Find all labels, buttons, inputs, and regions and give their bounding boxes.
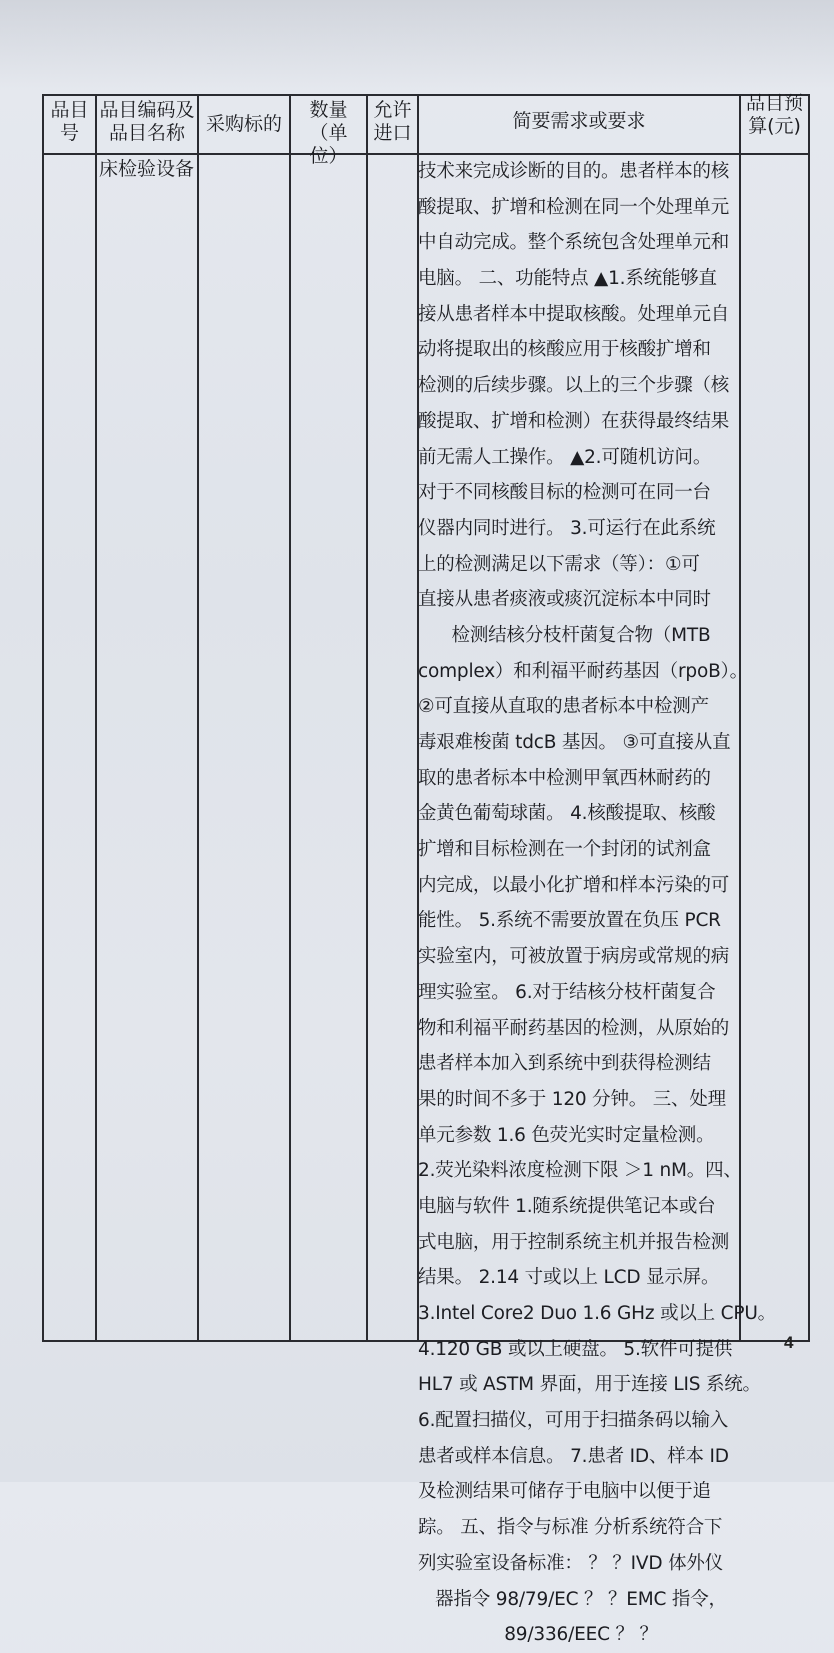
header-budget: 品目预 算(元): [745, 92, 803, 137]
requirements-line: 3.Intel Core2 Duo 1.6 GHz 或以上 CPU。: [418, 1303, 776, 1324]
requirements-line: 扩增和目标检测在一个封闭的试剂盒: [418, 839, 711, 861]
requirements-line: 结果。 2.14 寸或以上 LCD 显示屏。: [418, 1267, 720, 1289]
requirements-line: 理实验室。 6.对于结核分枝杆菌复合: [418, 981, 716, 1003]
requirements-line: 技术来完成诊断的目的。患者样本的核: [418, 161, 730, 182]
paper-shading: [0, 0, 834, 90]
requirements-line: 内完成，以最小化扩增和样本污染的可: [418, 874, 730, 896]
header-quantity: 数量（单 位）: [309, 99, 348, 167]
requirements-line: 踪。 五、指令与标准 分析系统符合下: [418, 1517, 723, 1539]
row-item-code-name: 床检验设备: [99, 158, 195, 180]
row-requirements-text: [418, 154, 776, 1653]
requirements-line: 检测的后续步骤。以上的三个步骤（核: [418, 375, 730, 397]
requirements-line: 列实验室设备标准： ？ ？IVD 体外仪: [418, 1552, 724, 1574]
requirements-line: 2.荧光染料浓度检测下限 ＞1 nM。四、: [418, 1160, 742, 1182]
requirements-line: 接从患者样本中提取核酸。处理单元自: [418, 303, 730, 325]
table-top-border: [42, 94, 810, 96]
requirements-line: 酸提取、扩增和检测）在获得最终结果: [418, 410, 730, 432]
requirements-line: 酸提取、扩增和检测在同一个处理单元: [418, 196, 730, 218]
requirements-line: 患者样本加入到系统中到获得检测结: [418, 1053, 711, 1075]
requirements-line: 检测结核分枝杆菌复合物（MTB: [451, 624, 711, 646]
col-divider-7: [808, 94, 810, 1342]
header-item-code-name: 品目编码及 品目名称: [99, 99, 195, 144]
header-procurement-target: 采购标的: [205, 113, 282, 135]
requirements-line: 动将提取出的核酸应用于核酸扩增和: [418, 339, 711, 361]
header-allow-import: 允许 进口: [373, 99, 412, 144]
requirements-line: 金黄色葡萄球菌。 4.核酸提取、核酸: [418, 803, 716, 825]
requirements-line: 89/336/EEC ？ ？: [504, 1624, 658, 1646]
col-divider-0: [42, 94, 44, 1342]
requirements-line: complex）和利福平耐药基因（rpoB）。: [418, 660, 748, 682]
page-number: 4: [784, 1333, 794, 1352]
requirements-line: 物和利福平耐药基因的检测，从原始的: [418, 1017, 730, 1039]
requirements-line: 毒艰难梭菌 tdcB 基因。 ③可直接从直: [418, 732, 731, 753]
requirements-line: 上的检测满足以下需求（等）：①可: [418, 553, 700, 575]
requirements-line: 电脑与软件 1.随系统提供笔记本或台: [418, 1195, 716, 1217]
col-divider-4: [366, 94, 368, 1342]
requirements-line: 及检测结果可储存于电脑中以便于追: [418, 1481, 711, 1503]
requirements-line: 电脑。 二、功能特点 ▲1.系统能够直: [418, 268, 717, 290]
requirements-line: ②可直接从直取的患者标本中检测产: [418, 696, 709, 718]
requirements-line: 中自动完成。整个系统包含处理单元和: [418, 232, 730, 254]
requirements-line: 直接从患者痰液或痰沉淀标本中同时: [418, 589, 711, 611]
requirements-line: 式电脑，用于控制系统主机并报告检测: [418, 1231, 730, 1253]
requirements-line: 患者或样本信息。 7.患者 ID、样本 ID: [418, 1445, 729, 1467]
requirements-line: 实验室内，可被放置于病房或常规的病: [418, 946, 730, 968]
requirements-line: 能性。 5.系统不需要放置在负压 PCR: [418, 910, 721, 932]
requirements-line: HL7 或 ASTM 界面，用于连接 LIS 系统。: [418, 1374, 761, 1396]
requirements-line: 4.120 GB 或以上硬盘。 5.软件可提供: [418, 1338, 733, 1360]
requirements-line: 果的时间不多于 120 分钟。 三、处理: [418, 1088, 726, 1110]
requirements-line: 仪器内同时进行。 3.可运行在此系统: [418, 517, 716, 539]
col-divider-1: [95, 94, 97, 1342]
requirements-line: 器指令 98/79/EC ？ ？EMC 指令，: [435, 1588, 727, 1610]
col-divider-3: [289, 94, 291, 1342]
requirements-line: 对于不同核酸目标的检测可在同一台: [418, 482, 711, 504]
requirements-line: 单元参数 1.6 色荧光实时定量检测。: [418, 1124, 715, 1146]
col-divider-2: [197, 94, 199, 1342]
requirements-line: 取的患者标本中检测甲氧西林耐药的: [418, 767, 711, 789]
header-requirements: 简要需求或要求: [512, 110, 646, 132]
header-item-no: 品目 号: [50, 99, 89, 144]
requirements-line: 6.配置扫描仪，可用于扫描条码以输入: [418, 1410, 729, 1432]
requirements-line: 前无需人工操作。 ▲2.可随机访问。: [418, 446, 712, 468]
